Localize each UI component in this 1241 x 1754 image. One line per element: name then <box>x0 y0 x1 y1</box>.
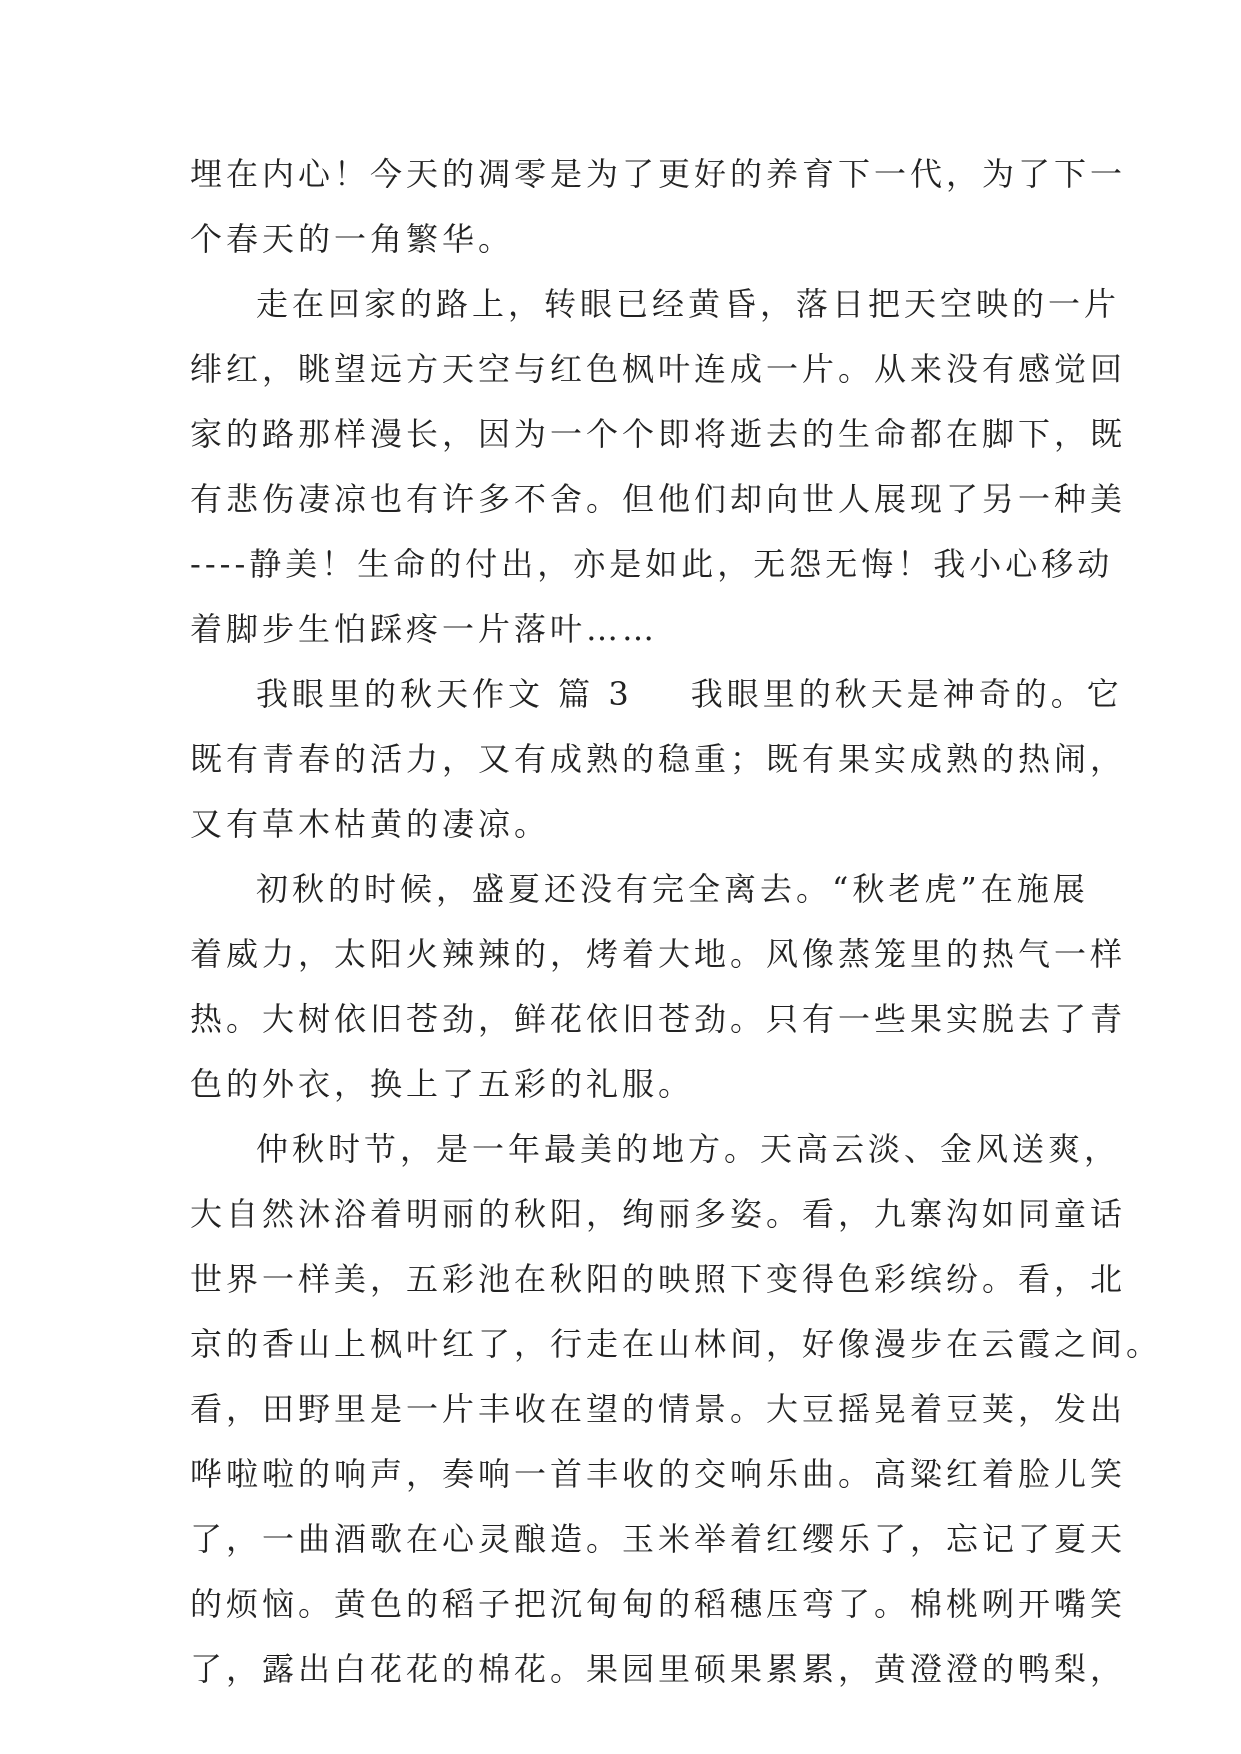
text-line: 了，一曲酒歌在心灵酿造。玉米举着红缨乐了，忘记了夏天 <box>190 1520 1127 1558</box>
text-line: 了，露出白花花的棉花。果园里硕果累累，黄澄澄的鸭梨， <box>190 1650 1127 1688</box>
text-line: 初秋的时候，盛夏还没有完全离去。“秋老虎”在施展 <box>256 870 1089 908</box>
text-line: 走在回家的路上，转眼已经黄昏，落日把天空映的一片 <box>256 285 1121 323</box>
text-line: 着脚步生怕踩疼一片落叶…… <box>190 610 659 648</box>
essay-body <box>190 154 1163 1714</box>
text-line: ----静美！生命的付出，亦是如此，无怨无悔！我小心移动 <box>190 545 1114 583</box>
section-heading: 我眼里的秋天作文 篇 3 <box>256 675 633 713</box>
text-line: 家的路那样漫长，因为一个个即将逝去的生命都在脚下，既 <box>190 415 1127 453</box>
text-line: 世界一样美，五彩池在秋阳的映照下变得色彩缤纷。看，北 <box>190 1260 1127 1298</box>
text-line: 热。大树依旧苍劲，鲜花依旧苍劲。只有一些果实脱去了青 <box>190 1000 1127 1038</box>
text-line: 我眼里的秋天是神奇的。它 <box>690 675 1123 713</box>
text-line: 色的外衣，换上了五彩的礼服。 <box>190 1065 695 1103</box>
text-line: 看，田野里是一片丰收在望的情景。大豆摇晃着豆荚，发出 <box>190 1390 1127 1428</box>
text-line: 绯红，眺望远方天空与红色枫叶连成一片。从来没有感觉回 <box>190 350 1127 388</box>
text-line: 又有草木枯黄的凄凉。 <box>190 805 551 843</box>
text-line: 埋在内心！今天的凋零是为了更好的养育下一代，为了下一 <box>190 155 1127 193</box>
text-line: 有悲伤凄凉也有许多不舍。但他们却向世人展现了另一种美 <box>190 480 1127 518</box>
text-line: 的烦恼。黄色的稻子把沉甸甸的稻穗压弯了。棉桃咧开嘴笑 <box>190 1585 1127 1623</box>
text-line: 哗啦啦的响声，奏响一首丰收的交响乐曲。高粱红着脸儿笑 <box>190 1455 1127 1493</box>
text-line: 着威力，太阳火辣辣的，烤着大地。风像蒸笼里的热气一样 <box>190 935 1127 973</box>
section-heading-line <box>190 674 1123 714</box>
text-line: 既有青春的活力，又有成熟的稳重；既有果实成熟的热闹， <box>190 740 1127 778</box>
text-line: 个春天的一角繁华。 <box>190 220 515 258</box>
text-line: 京的香山上枫叶红了，行走在山林间，好像漫步在云霞之间。 <box>190 1325 1163 1363</box>
text-line: 大自然沐浴着明丽的秋阳，绚丽多姿。看，九寨沟如同童话 <box>190 1195 1127 1233</box>
text-line: 仲秋时节，是一年最美的地方。天高云淡、金风送爽， <box>256 1130 1121 1168</box>
